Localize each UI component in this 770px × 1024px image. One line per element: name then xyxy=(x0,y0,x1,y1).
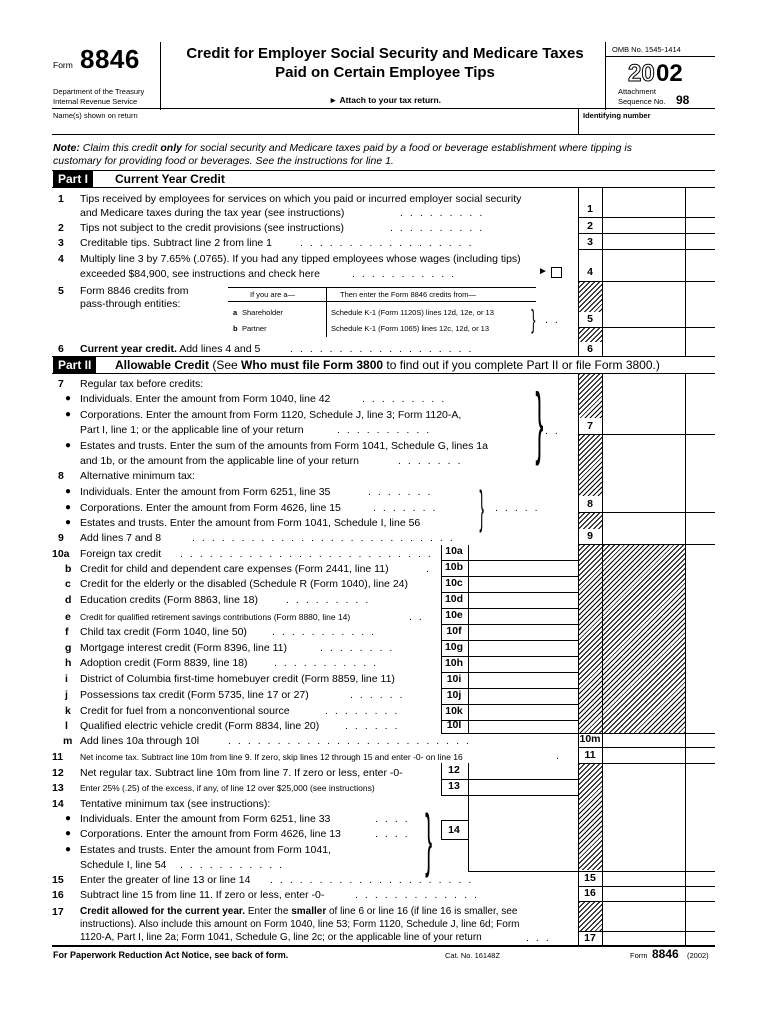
line5-text-a: Form 8846 credits from xyxy=(80,285,189,297)
line7a-text: Individuals. Enter the amount from Form 1040, line 42 xyxy=(80,393,331,405)
dot-leader: ...... xyxy=(345,720,405,732)
identifying-number-label: Identifying number xyxy=(583,111,651,120)
bullet-icon: ● xyxy=(65,517,72,528)
form-word: Form xyxy=(53,60,73,70)
dot-leader: ....... xyxy=(373,502,443,514)
line-number-label: 13 xyxy=(448,780,460,792)
line5a-source: Schedule K-1 (Form 1120S) lines 12d, 12e, or 13 xyxy=(331,308,494,317)
identifying-number-input[interactable] xyxy=(582,121,712,133)
catalog-number: Cat. No. 16148Z xyxy=(445,951,501,960)
dot-leader: . xyxy=(426,563,429,575)
line17-text-c: 1120-A, Part I, line 2a; Form 1041, Schedule G, line 2c; or the applicable line of your return xyxy=(80,932,482,943)
part2-label: Part II xyxy=(53,357,96,373)
line-number-label: g xyxy=(65,642,72,654)
line10e-text: Credit for qualified retirement savings contributions (Form 8880, line 14) xyxy=(80,612,351,622)
line-number-label: 10f xyxy=(446,625,462,637)
line-number-label: 17 xyxy=(584,932,596,944)
hatched-area xyxy=(579,374,602,418)
brace-icon: } xyxy=(425,800,433,878)
dot-leader: ......... xyxy=(400,207,490,219)
footer-year: (2002) xyxy=(687,951,709,960)
dot-leader: ........ xyxy=(320,642,400,654)
line14b-text: Corporations. Enter the amount from Form 4626, line 13 xyxy=(80,828,341,840)
bullet-icon: ● xyxy=(65,409,72,420)
dot-leader: ....... xyxy=(398,455,468,467)
line5-then-header: Then enter the Form 8846 credits from— xyxy=(340,290,476,299)
line8-text: Alternative minimum tax: xyxy=(80,470,195,482)
dot-leader: ........................... xyxy=(192,532,460,544)
line8c-text: Estates and trusts. Enter the amount from Form 1041, Schedule I, line 56 xyxy=(80,517,421,529)
line10h-text: Adoption credit (Form 8839, line 18) xyxy=(80,657,248,669)
dot-leader: ........... xyxy=(272,626,382,638)
line-number-label: 12 xyxy=(448,764,460,776)
dept-line2: Internal Revenue Service xyxy=(53,97,138,106)
footer-form-number: 8846 xyxy=(652,947,679,961)
line7b-text1: Corporations. Enter the amount from Form 1120, Schedule J, line 3; Form 1120-A, xyxy=(80,409,462,421)
line10a-amount-input[interactable] xyxy=(470,546,576,559)
line4-text-a: Multiply line 3 by 7.65% (.0765). If you had any tipped employees whose wages (including tips) xyxy=(80,253,521,265)
line5a-shareholder: Shareholder xyxy=(242,308,283,317)
line-number-label: 5 xyxy=(58,285,64,297)
line7-amount-input[interactable] xyxy=(604,420,684,432)
line-number-label: 11 xyxy=(52,751,64,763)
line3-amount-input[interactable] xyxy=(604,236,684,248)
part1-label: Part I xyxy=(53,171,93,187)
line-number-label: 5 xyxy=(587,313,593,325)
name-input[interactable] xyxy=(55,121,575,133)
line-number-label: 10h xyxy=(444,657,464,669)
line16-amount-input[interactable] xyxy=(604,888,684,900)
paperwork-notice: For Paperwork Reduction Act Notice, see back of form. xyxy=(53,950,289,960)
line-number-label: 4 xyxy=(58,253,64,265)
line-number-label: 10c xyxy=(445,577,463,589)
line1-text-a: Tips received by employees for services on which you paid or incurred employer social security xyxy=(80,193,522,205)
line8-amount-input[interactable] xyxy=(604,498,684,510)
omb-number: OMB No. 1545-1414 xyxy=(612,45,681,54)
hatched-area xyxy=(579,902,602,932)
bullet-icon: ● xyxy=(65,813,72,824)
line5b-partner: Partner xyxy=(242,324,267,333)
line5-amount-input[interactable] xyxy=(604,313,684,325)
dot-leader: ......................... xyxy=(228,735,476,747)
line-number-label: 2 xyxy=(58,222,64,234)
line10c-amount-input[interactable] xyxy=(470,578,576,591)
line-number-label: 14 xyxy=(52,798,64,810)
line14a-text: Individuals. Enter the amount from Form 6251, line 33 xyxy=(80,813,331,825)
line-number-label: 1 xyxy=(587,203,593,215)
dot-leader: ................... xyxy=(290,343,479,355)
dot-leader: ........... xyxy=(274,657,384,669)
line-number-label: 14 xyxy=(448,824,460,836)
line-number-label: 7 xyxy=(58,378,64,390)
line-number-label: 1 xyxy=(58,193,64,205)
line-number-label: 13 xyxy=(52,782,64,794)
part2-title: Allowable Credit (See Who must file Form 3800 to find out if you complete Part II or file Form 3800.) xyxy=(115,358,660,372)
attachment-label: Attachment xyxy=(618,87,656,96)
line4-checkbox[interactable] xyxy=(551,267,562,278)
line8a-text: Individuals. Enter the amount from Form 6251, line 35 xyxy=(80,486,331,498)
line-number-label: 8 xyxy=(587,498,593,510)
line9-amount-input[interactable] xyxy=(604,530,684,542)
line-number-label: 10a xyxy=(52,548,70,560)
part1-title: Current Year Credit xyxy=(115,172,225,186)
line10d-text: Education credits (Form 8863, line 18) xyxy=(80,594,259,606)
brace-icon: } xyxy=(531,304,536,334)
line10g-text: Mortgage interest credit (Form 8396, line 11) xyxy=(80,642,287,654)
line7c-text1: Estates and trusts. Enter the sum of the amounts from Form 1041, Schedule G, lines 1a xyxy=(80,440,488,452)
line6-amount-input[interactable] xyxy=(604,343,684,355)
dept-line1: Department of the Treasury xyxy=(53,87,145,96)
line13-amount-input[interactable] xyxy=(470,781,576,794)
line2-amount-input[interactable] xyxy=(604,220,684,232)
line4-text-b: exceeded $84,900, see instructions and check here xyxy=(80,268,320,280)
form-title-line2: Paid on Certain Employee Tips xyxy=(275,64,495,81)
hatched-area xyxy=(579,764,602,870)
line-number-label: 11 xyxy=(584,749,596,761)
line11-text: Net income tax. Subtract line 10m from line 9. If zero, skip lines 12 through 15 and enter -0- on line 16 xyxy=(80,752,463,762)
line10m-amount-input[interactable] xyxy=(604,734,684,746)
attach-instruction: ► Attach to your tax return. xyxy=(329,95,441,105)
note-line1: Note: Claim this credit only for social security and Medicare taxes paid by a food or beverage establishment where tipping is xyxy=(53,142,632,154)
tax-year-bold: 02 xyxy=(656,60,683,87)
line-number-label: 10k xyxy=(445,705,463,717)
sequence-label: Sequence No. xyxy=(618,97,666,106)
dot-leader: a xyxy=(233,308,238,317)
line-number-label: 17 xyxy=(52,906,64,918)
dot-leader: .......................... xyxy=(180,548,438,560)
line10b-text: Credit for child and dependent care expenses (Form 2441, line 11) xyxy=(80,563,389,575)
line17-text-b: instructions). Also include this amount on Form 1040, line 53; Form 1120, Schedule J, line 6d; Form xyxy=(80,919,520,930)
line10l-text: Qualified electric vehicle credit (Form 8834, line 20) xyxy=(80,720,320,732)
dot-leader: ...... xyxy=(350,689,410,701)
bullet-icon: ● xyxy=(65,502,72,513)
line-number-label: 4 xyxy=(587,266,593,278)
line-number-label: 10b xyxy=(444,561,464,573)
brace-icon: } xyxy=(535,377,544,466)
line10e-amount-input[interactable] xyxy=(470,610,576,623)
bullet-icon: ● xyxy=(65,393,72,404)
line-number-label: 15 xyxy=(584,872,596,884)
line10k-text: Credit for fuel from a nonconventional source xyxy=(80,705,290,717)
line-number-label: 6 xyxy=(587,343,593,355)
line5b-source: Schedule K-1 (Form 1065) lines 12c, 12d, or 13 xyxy=(331,324,490,333)
line10c-text: Credit for the elderly or the disabled (Schedule R (Form 1040), line 24) xyxy=(80,578,408,590)
line-number-label: 10e xyxy=(445,609,463,621)
line1-text-b: and Medicare taxes during the tax year (see instructions) xyxy=(80,207,345,219)
line17-amount-input[interactable] xyxy=(604,932,684,944)
line2-text: Tips not subject to the credit provisions (see instructions) xyxy=(80,222,344,234)
line-number-label: m xyxy=(63,735,73,747)
line16-text: Subtract line 15 from line 11. If zero or less, enter -0- xyxy=(80,889,325,901)
line12-amount-input[interactable] xyxy=(470,765,576,778)
arrow-icon: ► xyxy=(538,266,548,277)
line7b-text2: Part I, line 1; or the applicable line of your return xyxy=(80,424,304,436)
line-number-label: k xyxy=(65,705,71,717)
dot-leader: .................. xyxy=(300,237,479,249)
line-number-label: d xyxy=(65,594,72,606)
line14-amount-input[interactable] xyxy=(470,821,576,838)
dot-leader: b xyxy=(233,324,238,333)
dot-leader: ....... xyxy=(368,486,438,498)
hatched-area xyxy=(579,282,602,312)
hatched-area xyxy=(579,328,602,342)
line-number-label: j xyxy=(65,689,68,701)
line-number-label: 10g xyxy=(444,641,464,653)
line-number-label: 12 xyxy=(52,767,64,779)
line-number-label: h xyxy=(65,657,72,669)
dot-leader: .. xyxy=(409,611,429,623)
line-number-label: 9 xyxy=(58,532,64,544)
footer-form-word: Form xyxy=(630,951,648,960)
line-number-label: l xyxy=(65,720,68,732)
line3-text: Creditable tips. Subtract line 2 from line 1 xyxy=(80,237,273,249)
line10f-amount-input[interactable] xyxy=(470,626,576,639)
dot-leader: .. xyxy=(545,314,565,326)
dot-leader: ... xyxy=(526,932,556,944)
line10i-text: District of Columbia first-time homebuyer credit (Form 8859, line 11) xyxy=(80,673,395,685)
line-number-label: 10m xyxy=(579,733,601,745)
line10j-text: Possessions tax credit (Form 5735, line 17 or 27) xyxy=(80,689,309,701)
dot-leader: ........ xyxy=(325,705,405,717)
dot-leader: .... xyxy=(375,813,415,825)
dot-leader: .... xyxy=(375,828,415,840)
dot-leader: ......... xyxy=(362,393,452,405)
line-number-label: 3 xyxy=(58,237,64,249)
line-number-label: 6 xyxy=(58,343,64,355)
line-number-label: f xyxy=(65,626,69,638)
dot-leader: ......... xyxy=(286,594,376,606)
line-number-label: 10i xyxy=(446,673,462,685)
line12-text: Net regular tax. Subtract line 10m from line 7. If zero or less, enter -0- xyxy=(80,767,403,779)
line10a-text: Foreign tax credit xyxy=(80,548,162,560)
line14c-text2: Schedule I, line 54 xyxy=(80,859,167,871)
line-number-label: 16 xyxy=(52,889,64,901)
line5-if-header: If you are a— xyxy=(250,290,296,299)
line10b-amount-input[interactable] xyxy=(470,562,576,575)
line8b-text: Corporations. Enter the amount from Form 4626, line 15 xyxy=(80,502,341,514)
line13-text: Enter 25% (.25) of the excess, if any, of line 12 over $25,000 (see instructions) xyxy=(80,783,375,793)
hatched-area xyxy=(579,513,602,529)
line10i-amount-input[interactable] xyxy=(470,674,576,687)
line7-text: Regular tax before credits: xyxy=(80,378,204,390)
line10l-amount-input[interactable] xyxy=(470,721,576,732)
line-number-label: c xyxy=(65,578,71,590)
line-number-label: 10d xyxy=(444,593,464,605)
sequence-number: 98 xyxy=(676,93,690,107)
line-number-label: 3 xyxy=(587,236,593,248)
line10k-amount-input[interactable] xyxy=(470,706,576,719)
line6-text: Current year credit. Add lines 4 and 5 xyxy=(80,343,261,355)
line-number-label: 10j xyxy=(446,689,462,701)
dot-leader: ........... xyxy=(180,859,290,871)
hatched-area xyxy=(579,435,602,496)
line-number-label: i xyxy=(65,673,68,685)
line-number-label: 8 xyxy=(58,470,64,482)
dot-leader: .......... xyxy=(337,424,437,436)
bullet-icon: ● xyxy=(65,828,72,839)
dot-leader: ..... xyxy=(495,502,545,514)
line10j-amount-input[interactable] xyxy=(470,690,576,703)
note-line2: customary for providing food or beverages. See the instructions for line 1. xyxy=(53,155,394,167)
line-number-label: 16 xyxy=(584,887,596,899)
line10f-text: Child tax credit (Form 1040, line 50) xyxy=(80,626,247,638)
tax-year-outline: 20 xyxy=(628,60,655,87)
line-number-label: 15 xyxy=(52,874,64,886)
line-number-label: e xyxy=(65,611,71,623)
line-number-label: 10a xyxy=(445,545,463,557)
form-number: 8846 xyxy=(80,44,140,74)
line-number-label: b xyxy=(65,563,72,575)
dot-leader: . xyxy=(556,750,559,762)
line-number-label: 2 xyxy=(587,220,593,232)
line15-text: Enter the greater of line 13 or line 14 xyxy=(80,874,251,886)
line10h-amount-input[interactable] xyxy=(470,658,576,671)
dot-leader: .......... xyxy=(390,222,490,234)
bullet-icon: ● xyxy=(65,844,72,855)
line1-amount-input[interactable] xyxy=(604,204,684,216)
line9-text: Add lines 7 and 8 xyxy=(80,532,162,544)
line15-amount-input[interactable] xyxy=(604,873,684,885)
hatched-area xyxy=(579,545,686,733)
name-field-label: Name(s) shown on return xyxy=(53,111,138,120)
line-number-label: 9 xyxy=(587,530,593,542)
line14c-text1: Estates and trusts. Enter the amount from Form 1041, xyxy=(80,844,331,856)
dot-leader: ........... xyxy=(352,268,462,280)
line14-text: Tentative minimum tax (see instructions): xyxy=(80,798,271,810)
form-title-line1: Credit for Employer Social Security and Medicare Taxes xyxy=(186,45,584,62)
dot-leader: ..................... xyxy=(270,874,479,886)
bullet-icon: ● xyxy=(65,440,72,451)
line10g-amount-input[interactable] xyxy=(470,642,576,655)
bullet-icon: ● xyxy=(65,486,72,497)
brace-icon: } xyxy=(479,481,484,533)
line4-amount-input[interactable] xyxy=(604,267,684,279)
dot-leader: .. xyxy=(545,425,565,437)
line-number-label: 7 xyxy=(587,420,593,432)
line-number-label: 10l xyxy=(446,719,462,731)
line10m-text: Add lines 10a through 10l xyxy=(80,735,200,747)
line10d-amount-input[interactable] xyxy=(470,594,576,607)
line7c-text2: and 1b, or the amount from the applicable line of your return xyxy=(80,455,359,467)
line11-amount-input[interactable] xyxy=(604,750,684,762)
dot-leader: ............. xyxy=(355,889,484,901)
line17-text-a: Credit allowed for the current year. Enter the smaller of line 6 or line 16 (if line 16 is smaller, see xyxy=(80,906,518,917)
line5-text-b: pass-through entities: xyxy=(80,298,181,310)
